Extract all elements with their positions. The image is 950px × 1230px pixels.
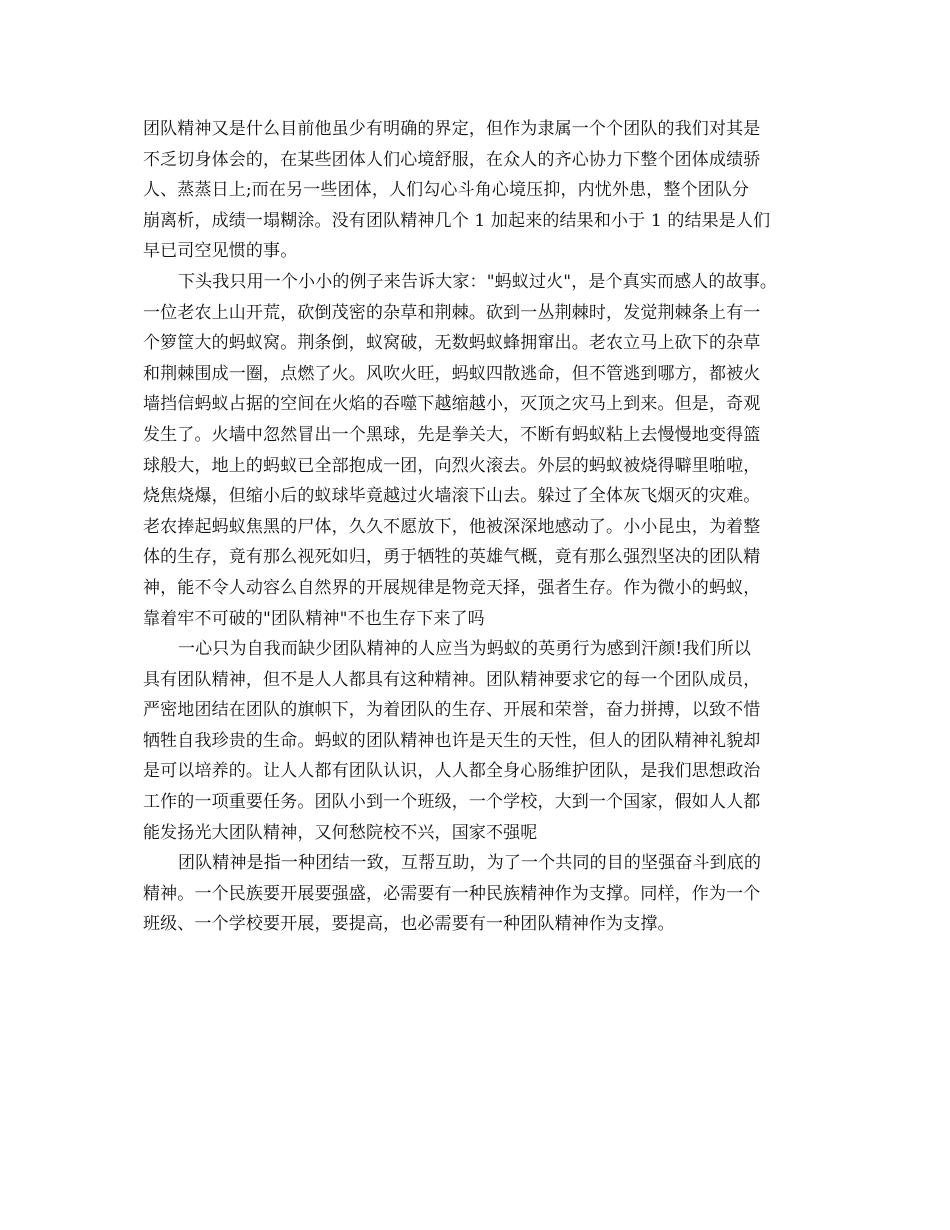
paragraph: [143, 848, 823, 940]
text-line: 体的生存，竟有那么视死如归，勇于牺牲的英雄气概，竟有那么强烈坚决的团队精: [143, 547, 761, 568]
text-line: 一心只为自我而缺少团队精神的人应当为蚂蚁的英勇行为感到汗颜!我们所以: [178, 639, 751, 660]
paragraph: [143, 634, 823, 848]
paragraph: [143, 267, 823, 634]
text-line: 崩离析，成绩一塌糊涂。没有团队精神几个 1 加起来的结果和小于 1 的结果是人们: [143, 210, 771, 231]
text-line: 团队精神是指一种团结一致，互帮互助，为了一个共同的目的坚强奋斗到底的: [178, 853, 762, 874]
text-line: 精神。一个民族要开展要强盛，必需要有一种民族精神作为支撑。同样，作为一个: [143, 883, 761, 904]
text-line: 严密地团结在团队的旗帜下，为着团队的生存、开展和荣誉，奋力拼搏，以致不惜: [143, 700, 761, 721]
text-line: 发生了。火墙中忽然冒出一个黑球，先是拳关大，不断有蚂蚁粘上去慢慢地变得篮: [143, 424, 761, 445]
text-line: 团队精神又是什么目前他虽少有明确的界定，但作为隶属一个个团队的我们对其是: [143, 119, 761, 139]
text-line: 靠着牢不可破的"团队精神"不也生存下来了吗: [143, 608, 485, 629]
text-line: 工作的一项重要任务。团队小到一个班级，一个学校，大到一个国家，假如人人都: [143, 792, 761, 813]
text-line: 老农捧起蚂蚁焦黑的尸体，久久不愿放下，他被深深地感动了。小小昆虫，为着整: [143, 516, 761, 537]
text-line: 个箩筐大的蚂蚁窝。荆条倒，蚁窝破，无数蚂蚁蜂拥窜出。老农立马上砍下的杂草: [143, 333, 761, 354]
text-line: 牺牲自我珍贵的生命。蚂蚁的团队精神也许是天生的天性，但人的团队精神礼貌却: [143, 730, 761, 751]
text-line: 球般大，地上的蚂蚁已全部抱成一团，向烈火滚去。外层的蚂蚁被烧得噼里啪啦，: [143, 455, 761, 476]
text-line: 神，能不令人动容么自然界的开展规律是物竞天择，强者生存。作为微小的蚂蚁，: [143, 577, 761, 598]
text-line: 和荆棘围成一圈，点燃了火。风吹火旺，蚂蚁四散逃命，但不管逃到哪方，都被火: [143, 363, 761, 384]
text-line: 早已司空见惯的事。: [143, 241, 298, 262]
text-line: 能发扬光大团队精神，又何愁院校不兴，国家不强呢: [143, 822, 538, 843]
document-body: [143, 114, 823, 940]
text-line: 下头我只用一个小小的例子来告诉大家："蚂蚁过火"，是个真实而感人的故事。: [178, 271, 778, 292]
text-line: 人、蒸蒸日上;而在另一些团体，人们勾心斗角心境压抑，内忧外患，整个团队分: [143, 180, 750, 201]
text-line: 一位老农上山开荒，砍倒茂密的杂草和荆棘。砍到一丛荆棘时，发觉荆棘条上有一: [143, 302, 761, 323]
text-line: 不乏切身体会的，在某些团体人们心境舒服，在众人的齐心协力下整个团体成绩骄: [143, 149, 761, 170]
text-line: 是可以培养的。让人人都有团队认识，人人都全身心肠维护团队，是我们思想政治: [143, 761, 761, 782]
text-line: 具有团队精神，但不是人人都具有这种精神。团队精神要求它的每一个团队成员，: [143, 669, 761, 690]
text-line: 墙挡信蚂蚁占据的空间在火焰的吞噬下越缩越小，灭顶之灾马上到来。但是，奇观: [143, 394, 761, 415]
text-line: 班级、一个学校要开展，要提高，也必需要有一种团队精神作为支撑。: [143, 914, 675, 935]
paragraph: [143, 114, 823, 267]
text-line: 烧焦烧爆，但缩小后的蚁球毕竟越过火墙滚下山去。躲过了全体灰飞烟灭的灾难。: [143, 486, 761, 507]
